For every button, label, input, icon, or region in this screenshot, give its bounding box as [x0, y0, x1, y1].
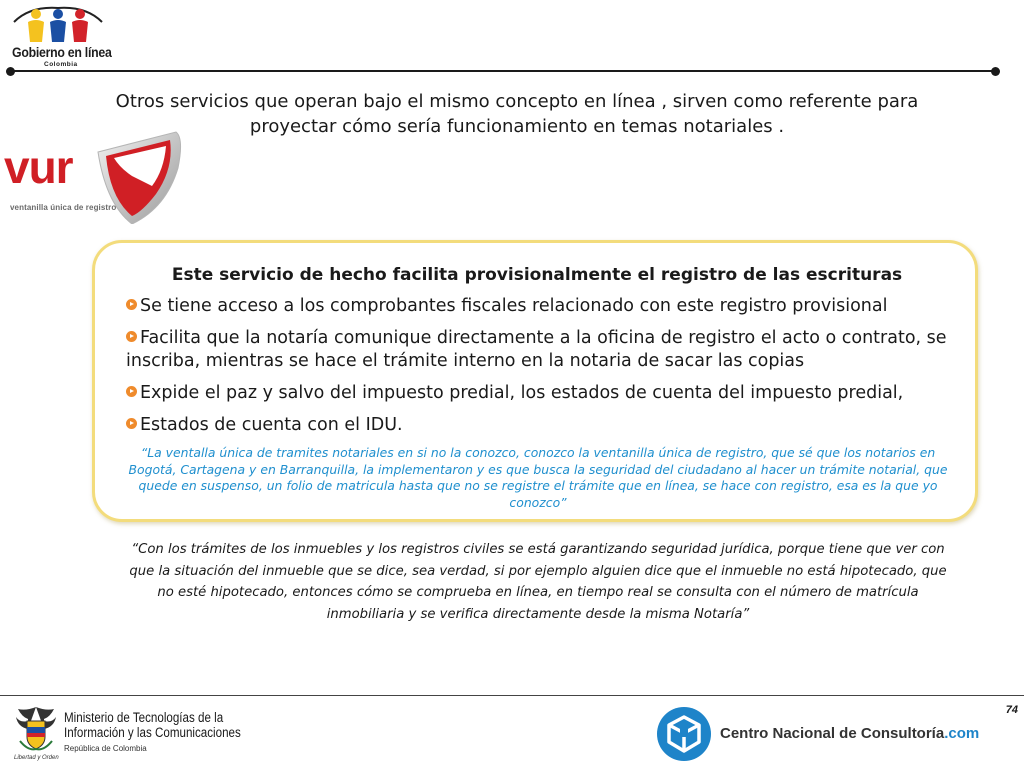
list-item	[126, 327, 958, 373]
gobierno-en-linea-logo	[8, 2, 112, 68]
cnc-name: Centro Nacional de Consultoría	[720, 725, 945, 742]
ministry-line-1: Ministerio de Tecnologías de la	[64, 710, 224, 725]
ministry-country: República de Colombia	[64, 744, 147, 753]
logo-country: Colombia	[44, 61, 78, 68]
callout-heading: Este servicio de hecho facilita provisionalmente el registro de las escrituras	[171, 265, 903, 285]
list-item	[126, 414, 958, 437]
bullet-arrow-icon	[126, 331, 137, 342]
vur-subtitle: ventanilla única de registro	[10, 203, 117, 212]
callout-quote: “La ventalla única de tramites notariales en si no la conozco, conozco la ventanilla única de registro, que sé que los notarios en Bogotá, Cartagena y en Barranquilla, la implementaron y es que busca la seguridad del ciudadano al hacer un trámite notarial, que quede en suspenso, un folio de matricula hasta que no se registre el trámite que en línea, se hace con registro, esa es la que yo conozco”	[128, 445, 948, 510]
list-item	[126, 295, 958, 318]
crest-motto: Libertad y Orden	[14, 755, 59, 761]
bullet-arrow-icon	[126, 386, 137, 397]
logo-title: Gobierno en línea	[12, 44, 112, 60]
cnc-suffix: .com	[944, 725, 980, 742]
callout-bullet-list	[126, 295, 958, 446]
colombia-coat-of-arms-icon	[14, 705, 58, 753]
cnc-cube-icon	[656, 706, 712, 762]
list-item	[126, 382, 958, 405]
ministry-name	[64, 710, 241, 740]
cnc-company-name	[720, 725, 979, 742]
bullet-text: Expide el paz y salvo del impuesto predial, los estados de cuenta del impuesto predial,	[140, 383, 904, 403]
divider-dot-right	[991, 67, 1000, 76]
ministry-line-2: Información y las Comunicaciones	[64, 725, 241, 740]
top-divider	[10, 70, 998, 72]
bullet-arrow-icon	[126, 418, 137, 429]
footer-divider	[0, 695, 1024, 696]
intro-text: Otros servicios que operan bajo el mismo concepto en línea , sirven como referente para proyectar cómo sería funcionamiento en temas notariales .	[115, 91, 919, 137]
vur-wordmark: vur	[4, 141, 73, 193]
bottom-quote: “Con los trámites de los inmuebles y los registros civiles se está garantizando seguridad jurídica, porque tiene que ver con que la situación del inmueble que se dice, sea verdad, si por ejemplo alguien dice que el inmueble no está hipotecado, que no esté hipotecado, entonces cómo se comprueba en línea, en tiempo real se consulta con el número de matrícula inmobiliaria y se verifica directamente desde la misma Notaría”	[129, 542, 947, 622]
bullet-text: Se tiene acceso a los comprobantes fiscales relacionado con este registro provisional	[140, 296, 888, 316]
bullet-text: Facilita que la notaría comunique directamente a la oficina de registro el acto o contrato, se inscriba, mientras se hace el trámite interno en la notaria de sacar las copias	[126, 328, 947, 371]
people-figures-icon	[10, 2, 106, 46]
bullet-arrow-icon	[126, 299, 137, 310]
divider-dot-left	[6, 67, 15, 76]
bullet-text: Estados de cuenta con el IDU.	[140, 415, 403, 435]
page-number: 74	[1005, 704, 1018, 716]
